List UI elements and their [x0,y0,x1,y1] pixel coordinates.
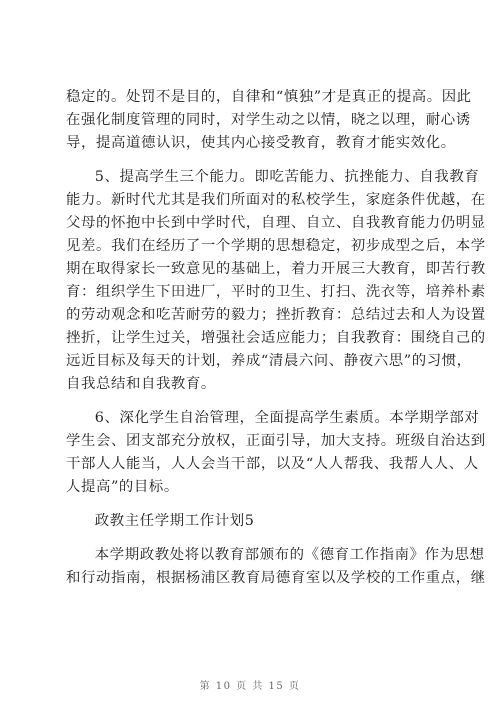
section-heading: 政教主任学期工作计划5 [94,513,255,529]
text-line: 挫折，让学生过关，增强社会适应能力；自我教育：围绕自己的 [66,330,486,346]
text-line: 能力。新时代尤其是我们所面对的私校学生，家庭条件优越，在 [66,192,486,208]
paragraph-plan-intro [66,544,486,590]
text-line: 人提高”的目标。 [66,479,179,495]
text-line: 5、提高学生三个能力。即吃苦能力、抗挫能力、自我教育 [94,169,480,185]
paragraph-discipline [66,86,472,155]
paragraph-three-abilities [66,166,486,396]
text-line: 6、深化学生自治管理，全面提高学生素质。本学期学部对 [94,410,480,426]
text-line: 育：组织学生下田进厂，平时的卫生、打扫、洗衣等，培养朴素 [66,284,486,300]
text-line: 在强化制度管理的同时，对学生动之以情，晓之以理，耐心诱 [66,112,471,128]
text-line: 自我总结和自我教育。 [66,376,216,392]
document-body [66,86,486,601]
text-line: 导，提高道德认识，使其内心接受教育，教育才能实效化。 [66,135,456,151]
page-number-footer: 第 10 页 共 15 页 [199,681,301,692]
text-line: 的劳动观念和吃苦耐劳的毅力；挫折教育：总结过去和人为设置 [66,307,486,323]
text-line: 干部人人能当，人人会当干部，以及“人人帮我、我帮人人、人 [66,456,479,472]
text-line: 见差。我们在经历了一个学期的思想稳定，初步成型之后，本学 [66,238,486,254]
text-line: 父母的怀抱中长到中学时代，自理、自立、自我教育能力仍明显 [66,215,486,231]
paragraph-self-governance [66,407,486,499]
text-line: 远近目标及每天的计划，养成“清晨六问、静夜六思”的习惯， [66,353,472,369]
text-line: 稳定的。处罚不是目的，自律和“慎独”才是真正的提高。因此 [66,89,472,105]
text-line: 本学期政教处将以教育部颁布的《德育工作指南》作为思想 [94,547,485,563]
text-line: 期在取得家长一致意见的基础上，着力开展三大教育，即苦行教 [66,261,486,277]
text-line: 和行动指南，根据杨浦区教育局德育室以及学校的工作重点，继 [66,570,486,586]
text-line: 学生会、团支部充分放权，正面引导，加大支持。班级自治达到 [66,433,486,449]
